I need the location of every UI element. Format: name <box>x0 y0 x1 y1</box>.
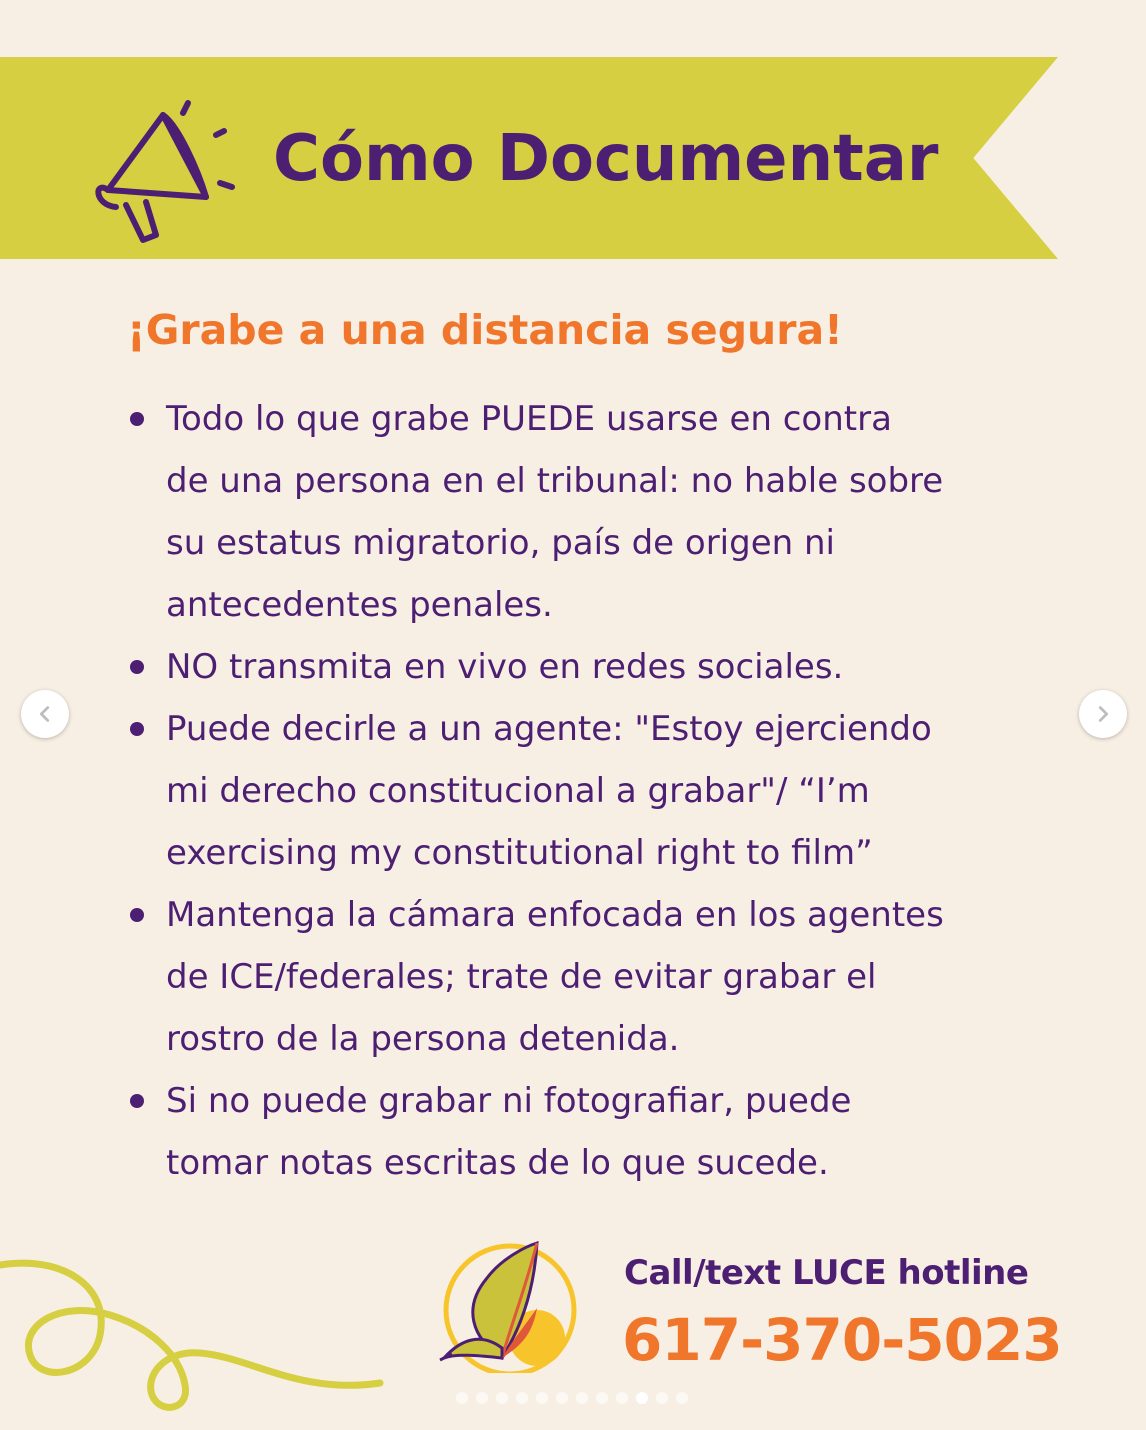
carousel-dot[interactable] <box>516 1392 528 1404</box>
carousel-dot[interactable] <box>476 1392 488 1404</box>
chevron-right-icon <box>1092 703 1114 725</box>
carousel-dot[interactable] <box>676 1392 688 1404</box>
page-title: Cómo Documentar <box>273 122 939 196</box>
list-item: Mantenga la cámara enfocada en los agentes de ICE/federales; trate de evitar grabar el rostro de la persona detenida. <box>122 884 1052 1070</box>
carousel-dot[interactable] <box>596 1392 608 1404</box>
hotline-label: Call/text LUCE hotline <box>624 1253 1029 1293</box>
carousel-dot[interactable] <box>456 1392 468 1404</box>
hotline-phone[interactable]: 617-370-5023 <box>622 1306 1062 1374</box>
chevron-left-icon <box>34 703 56 725</box>
carousel-dot[interactable] <box>656 1392 668 1404</box>
carousel-dot[interactable] <box>616 1392 628 1404</box>
section-subtitle: ¡Grabe a una distancia segura! <box>127 306 843 354</box>
list-item: NO transmita en vivo en redes sociales. <box>122 636 1052 698</box>
decorative-squiggle <box>0 1245 390 1415</box>
list-item: Puede decirle a un agente: "Estoy ejerciendo mi derecho constitucional a grabar"/ “I’m exercising my constitutional right to film” <box>122 698 1052 884</box>
bullet-list <box>122 388 1052 1194</box>
carousel-dot[interactable] <box>576 1392 588 1404</box>
list-item: Todo lo que grabe PUEDE usarse en contra de una persona en el tribunal: no hable sobre su estatus migratorio, país de origen ni antecedentes penales. <box>122 388 1052 636</box>
list-item: Si no puede grabar ni fotografiar, puede tomar notas escritas de lo que sucede. <box>122 1070 1052 1194</box>
carousel-dot[interactable] <box>556 1392 568 1404</box>
carousel-next-button[interactable] <box>1079 690 1127 738</box>
butterfly-icon <box>432 1238 582 1373</box>
megaphone-icon <box>88 95 238 245</box>
carousel-dot[interactable] <box>536 1392 548 1404</box>
carousel-dots <box>456 1392 688 1404</box>
carousel-dot[interactable] <box>496 1392 508 1404</box>
carousel-dot[interactable] <box>636 1392 648 1404</box>
carousel-prev-button[interactable] <box>21 690 69 738</box>
